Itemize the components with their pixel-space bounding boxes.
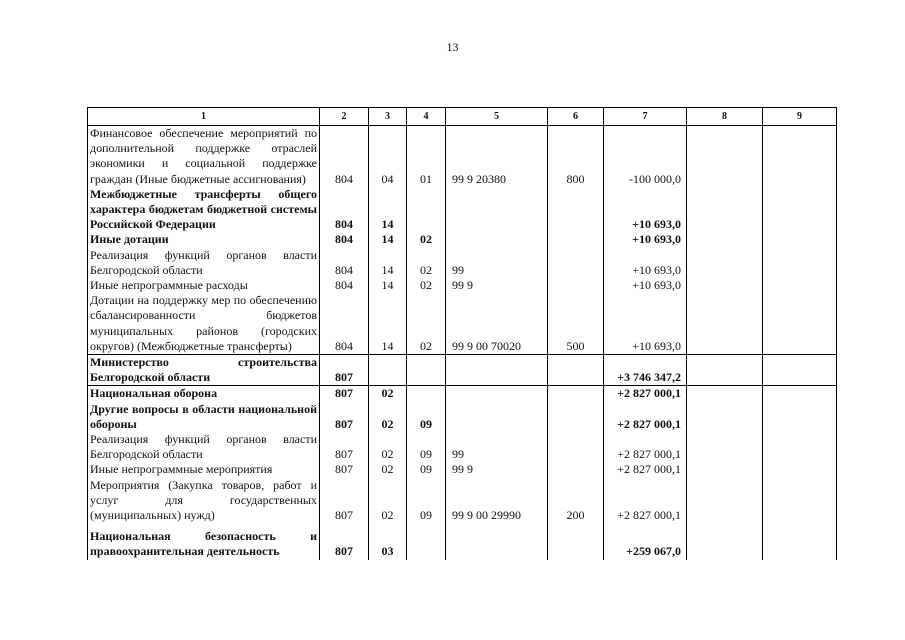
table-row (88, 432, 837, 462)
column-header-4: 4 (407, 108, 446, 126)
table-cell-col-4: 09 (407, 402, 446, 432)
column-header-2: 2 (320, 108, 369, 126)
column-header-8: 8 (687, 108, 763, 126)
table-cell-col-1: Иные непрограммные мероприятия (88, 462, 320, 477)
table-cell-col-3: 02 (369, 402, 407, 432)
table-cell-col-6 (548, 432, 604, 462)
table-cell-col-2: 804 (320, 248, 369, 278)
table-cell-col-9 (763, 232, 837, 247)
table-cell-col-4 (407, 386, 446, 402)
column-header-3: 3 (369, 108, 407, 126)
table-cell-col-2: 804 (320, 293, 369, 354)
column-header-7: 7 (604, 108, 687, 126)
table-cell-col-1: Иные дотации (88, 232, 320, 247)
table-cell-col-2: 804 (320, 126, 369, 187)
table-cell-col-9 (763, 248, 837, 278)
table-cell-col-8 (687, 432, 763, 462)
table-cell-col-8 (687, 293, 763, 354)
table-cell-col-3: 14 (369, 293, 407, 354)
table-cell-col-9 (763, 462, 837, 477)
table-cell-col-2: 807 (320, 402, 369, 432)
table-cell-col-8 (687, 187, 763, 233)
table-cell-col-2: 807 (320, 432, 369, 462)
table-cell-col-5: 99 9 20380 (446, 126, 548, 187)
table-row (88, 462, 837, 477)
table-cell-col-3: 04 (369, 126, 407, 187)
table-cell-col-2: 804 (320, 232, 369, 247)
table-cell-col-9 (763, 278, 837, 293)
table-cell-col-9 (763, 386, 837, 402)
table-cell-col-5 (446, 355, 548, 386)
column-header-6: 6 (548, 108, 604, 126)
table-cell-col-9 (763, 187, 837, 233)
table-cell-col-7: +10 693,0 (604, 232, 687, 247)
table-cell-col-2: 807 (320, 523, 369, 559)
table-cell-col-8 (687, 523, 763, 559)
table-cell-col-9 (763, 126, 837, 187)
table-cell-col-3: 14 (369, 248, 407, 278)
table-row (88, 355, 837, 386)
table-row (88, 402, 837, 432)
table-cell-col-1: Министерство строительства Белгородской области (88, 355, 320, 386)
table-cell-col-5: 99 9 00 29990 (446, 478, 548, 524)
table-cell-col-3: 02 (369, 432, 407, 462)
table-cell-col-6: 200 (548, 478, 604, 524)
table-cell-col-7: +10 693,0 (604, 293, 687, 354)
table-cell-col-5 (446, 402, 548, 432)
table-cell-col-6 (548, 462, 604, 477)
table-cell-col-3: 14 (369, 187, 407, 233)
table-cell-col-3: 02 (369, 386, 407, 402)
table-cell-col-1: Национальная безопасность и правоохранительная деятельность (88, 523, 320, 559)
table-cell-col-7: +2 827 000,1 (604, 386, 687, 402)
table-cell-col-5: 99 9 00 70020 (446, 293, 548, 354)
table-cell-col-4: 01 (407, 126, 446, 187)
table-cell-col-6 (548, 386, 604, 402)
column-header-9: 9 (763, 108, 837, 126)
table-cell-col-7: +10 693,0 (604, 278, 687, 293)
table-cell-col-7: +2 827 000,1 (604, 402, 687, 432)
table-cell-col-3: 02 (369, 462, 407, 477)
table-cell-col-1: Другие вопросы в области национальной обороны (88, 402, 320, 432)
table-row (88, 187, 837, 233)
budget-table (87, 107, 837, 560)
table-cell-col-1: Финансовое обеспечение мероприятий по дополнительной поддержке отраслей экономики и социальной поддержке граждан (Иные бюджетные ассигнования) (88, 126, 320, 187)
table-cell-col-1: Межбюджетные трансферты общего характера бюджетам бюджетной системы Российской Федерации (88, 187, 320, 233)
table-cell-col-3: 14 (369, 278, 407, 293)
table-cell-col-6 (548, 402, 604, 432)
table-cell-col-7: +10 693,0 (604, 187, 687, 233)
table-cell-col-4 (407, 523, 446, 559)
table-cell-col-5: 99 9 (446, 462, 548, 477)
table-cell-col-6 (548, 355, 604, 386)
table-cell-col-2: 807 (320, 478, 369, 524)
table-cell-col-4: 02 (407, 232, 446, 247)
table-row (88, 232, 837, 247)
table-row (88, 278, 837, 293)
table-cell-col-7: +3 746 347,2 (604, 355, 687, 386)
table-cell-col-5: 99 (446, 248, 548, 278)
table-cell-col-8 (687, 386, 763, 402)
table-cell-col-2: 804 (320, 187, 369, 233)
table-cell-col-3: 03 (369, 523, 407, 559)
table-cell-col-8 (687, 478, 763, 524)
table-cell-col-7: +2 827 000,1 (604, 478, 687, 524)
table-cell-col-8 (687, 248, 763, 278)
table-cell-col-4: 09 (407, 432, 446, 462)
table-cell-col-3: 14 (369, 232, 407, 247)
table-cell-col-7: +259 067,0 (604, 523, 687, 559)
table-cell-col-6 (548, 278, 604, 293)
table-row (88, 523, 837, 559)
table-cell-col-2: 807 (320, 355, 369, 386)
table-row (88, 293, 837, 354)
table-cell-col-7: +2 827 000,1 (604, 432, 687, 462)
table-cell-col-9 (763, 478, 837, 524)
table-cell-col-4: 09 (407, 478, 446, 524)
table-row (88, 248, 837, 278)
table-cell-col-4: 02 (407, 278, 446, 293)
header-row (88, 108, 837, 126)
page-number: 13 (446, 40, 459, 54)
table-cell-col-4: 09 (407, 462, 446, 477)
table-cell-col-2: 807 (320, 386, 369, 402)
table-cell-col-5: 99 (446, 432, 548, 462)
table-cell-col-6: 800 (548, 126, 604, 187)
table-cell-col-3: 02 (369, 478, 407, 524)
table-cell-col-2: 807 (320, 462, 369, 477)
table-cell-col-6 (548, 232, 604, 247)
table-cell-col-1: Национальная оборона (88, 386, 320, 402)
table-row (88, 126, 837, 187)
column-header-1: 1 (88, 108, 320, 126)
table-cell-col-1: Дотации на поддержку мер по обеспечению сбалансированности бюджетов муниципальных районов (городских округов) (Межбюджетные трансферты) (88, 293, 320, 354)
table-cell-col-8 (687, 355, 763, 386)
table-cell-col-6: 500 (548, 293, 604, 354)
table-cell-col-8 (687, 232, 763, 247)
table-cell-col-4: 02 (407, 293, 446, 354)
column-header-5: 5 (446, 108, 548, 126)
table-cell-col-4 (407, 355, 446, 386)
table-cell-col-9 (763, 402, 837, 432)
table-cell-col-5 (446, 523, 548, 559)
table-cell-col-4: 02 (407, 248, 446, 278)
table-cell-col-1: Иные непрограммные расходы (88, 278, 320, 293)
table-cell-col-5 (446, 232, 548, 247)
table-cell-col-8 (687, 402, 763, 432)
table-cell-col-9 (763, 293, 837, 354)
table-cell-col-8 (687, 278, 763, 293)
table-cell-col-7: -100 000,0 (604, 126, 687, 187)
table-row (88, 478, 837, 524)
table-cell-col-8 (687, 126, 763, 187)
table-cell-col-5: 99 9 (446, 278, 548, 293)
table-cell-col-9 (763, 523, 837, 559)
table-cell-col-1: Мероприятия (Закупка товаров, работ и услуг для государственных (муниципальных) нужд) (88, 478, 320, 524)
table-cell-col-1: Реализация функций органов власти Белгородской области (88, 248, 320, 278)
table-cell-col-6 (548, 523, 604, 559)
table-cell-col-6 (548, 248, 604, 278)
table-cell-col-2: 804 (320, 278, 369, 293)
table-cell-col-7: +2 827 000,1 (604, 462, 687, 477)
table-row (88, 386, 837, 402)
table-cell-col-5 (446, 187, 548, 233)
table-cell-col-8 (687, 462, 763, 477)
table-cell-col-6 (548, 187, 604, 233)
table-cell-col-4 (407, 187, 446, 233)
table-cell-col-5 (446, 386, 548, 402)
table-cell-col-7: +10 693,0 (604, 248, 687, 278)
table-cell-col-9 (763, 355, 837, 386)
table-cell-col-9 (763, 432, 837, 462)
table-cell-col-3 (369, 355, 407, 386)
table-cell-col-1: Реализация функций органов власти Белгородской области (88, 432, 320, 462)
